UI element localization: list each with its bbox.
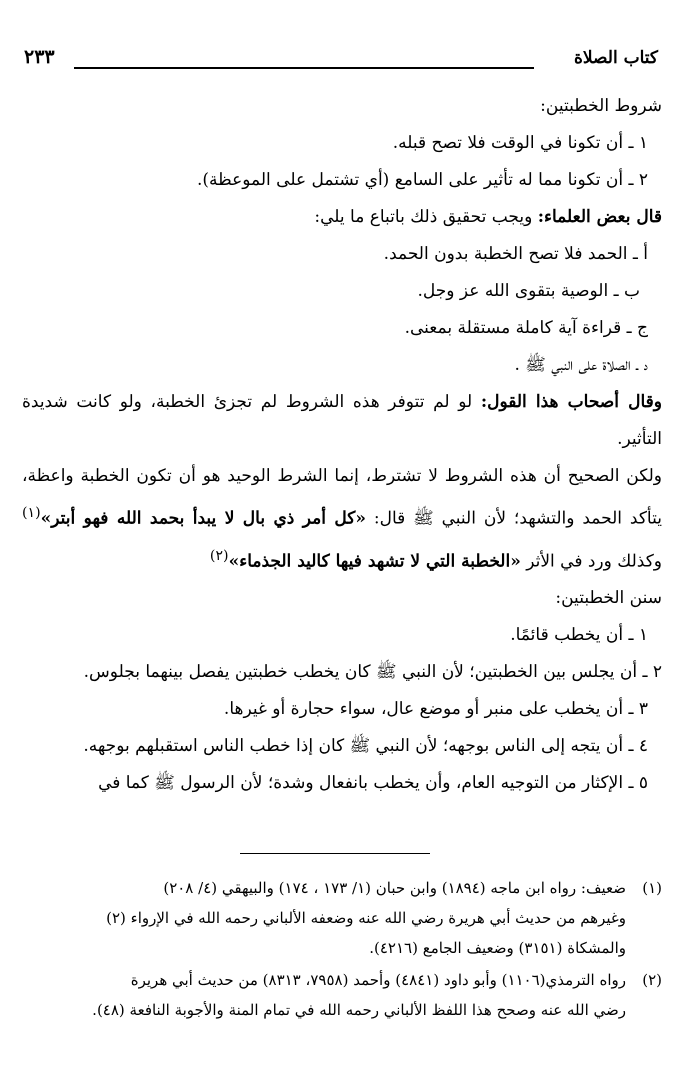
- sunnah-5: ٥ ـ الإكثار من التوجيه العام، وأن يخطب بانفعال وشدة؛ لأن الرسول ﷺ كما في: [98, 773, 648, 794]
- item-c: ج ـ قراءة آية كاملة مستقلة بمعنى.: [404, 318, 648, 338]
- header-rule: [74, 67, 534, 69]
- correct-text: ولكن الصحيح أن هذه الشروط لا تشترط، إنما الشرط الوحيد هو أن تكون الخطبة واعظة، يتأكد الحمد والتشهد؛ لأن النبي ﷺ قال:: [22, 466, 662, 529]
- scholars-paragraph: [22, 199, 662, 236]
- correct-opinion-paragraph: [22, 458, 662, 580]
- condition-1: ١ ـ أن تكونا في الوقت فلا تصح قبله.: [392, 133, 648, 153]
- condition-2: ٢ ـ أن تكونا مما له تأثير على السامع (أي تشتمل على الموعظة).: [197, 170, 648, 190]
- sunnah-3: ٣ ـ أن يخطب على منبر أو موضع عال، سواء حجارة أو غيرها.: [223, 699, 648, 720]
- proponents-text: لو لم تتوفر هذه الشروط لم تجزئ الخطبة، ولو كانت شديدة التأثير.: [22, 392, 662, 449]
- footnote-2: [22, 965, 662, 1025]
- footnote-ref-2: (٢): [209, 547, 229, 564]
- conditions-heading: شروط الخطبتين:: [540, 96, 662, 116]
- footnote-marker: (٢): [642, 971, 662, 989]
- sunan-heading: سنن الخطبتين:: [555, 588, 662, 609]
- sunnah-2: ٢ ـ أن يجلس بين الخطبتين؛ لأن النبي ﷺ كان يخطب خطبتين يفصل بينهما بجلوس.: [83, 662, 662, 683]
- footnote-line: وغيرهم من حديث أبي هريرة رضي الله عنه وضعفه الألباني رحمه الله في الإرواء (٢): [106, 909, 626, 927]
- proponents-paragraph: [22, 384, 662, 458]
- footnote-separator: [240, 853, 430, 854]
- proponents-intro: وقال أصحاب هذا القول:: [480, 392, 662, 412]
- scholars-text: ويجب تحقيق ذلك باتباع ما يلي:: [314, 207, 538, 227]
- footnote-1: [22, 873, 662, 963]
- footnote-line: رضي الله عنه وصحح هذا اللفظ الألباني رحمه الله في تمام المنة والأجوبة النافعة (٤٨).: [92, 1001, 626, 1019]
- sunnah-4: ٤ ـ أن يتجه إلى الناس بوجهه؛ لأن النبي ﷺ كان إذا خطب الناس استقبلهم بوجهه.: [83, 736, 648, 757]
- footnote-ref-1: (١): [22, 505, 41, 521]
- connector-text: وكذلك ورد في الأثر: [520, 551, 662, 572]
- footnote-line: ضعيف: رواه ابن ماجه (١٨٩٤) وابن حبان (١/ ١٧٣ ، ١٧٤) والبيهقي (٤/ ٢٠٨): [163, 879, 626, 897]
- main-text: [22, 88, 662, 802]
- item-d: د ـ الصلاة على النبي ﷺ .: [514, 355, 648, 375]
- scholars-intro: قال بعض العلماء:: [537, 207, 662, 227]
- footnotes: [22, 873, 662, 1027]
- page-number: ٢٣٣: [24, 46, 55, 68]
- hadith-1: «كل أمر ذي بال لا يبدأ بحمد الله فهو أبتر»: [40, 508, 366, 529]
- hadith-2: «الخطبة التي لا تشهد فيها كاليد الجذماء»: [228, 551, 521, 572]
- sunnah-1: ١ ـ أن يخطب قائمًا.: [510, 625, 648, 646]
- footnote-marker: (١): [642, 879, 662, 897]
- item-a: أ ـ الحمد فلا تصح الخطبة بدون الحمد.: [383, 244, 648, 264]
- item-b: ب ـ الوصية بتقوى الله عز وجل.: [417, 281, 640, 301]
- footnote-line: رواه الترمذي(١١٠٦) وأبو داود (٤٨٤١) وأحمد (٧٩٥٨، ٨٣١٣) من حديث أبي هريرة: [130, 971, 626, 989]
- running-header-title: كتاب الصلاة: [573, 48, 658, 68]
- footnote-line: والمشكاة (٣١٥١) وضعيف الجامع (٤٢١٦).: [369, 939, 626, 957]
